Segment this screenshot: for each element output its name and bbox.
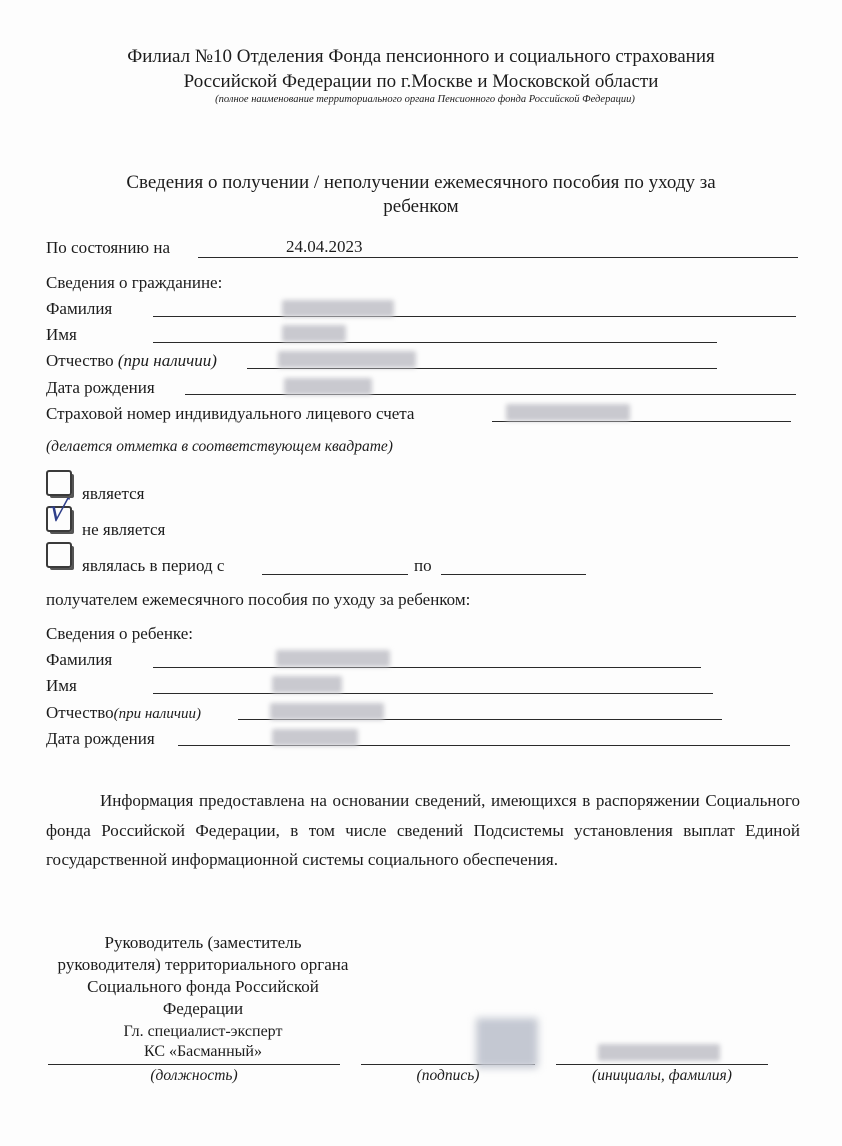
child-birthdate-redacted [272, 729, 358, 746]
as-of-label: По состоянию на [46, 238, 171, 257]
citizen-heading: Сведения о гражданине: [46, 273, 223, 292]
citizen-patronymic-line [247, 368, 717, 369]
signature-role-line4: Федерации [162, 999, 244, 1018]
signature-role-line2: руководителя) территориального органа [57, 955, 349, 974]
option-is-not-label: не является [82, 520, 166, 539]
citizen-patronymic-label [46, 351, 217, 371]
as-of-underline [198, 257, 798, 258]
citizen-snils-label: Страховой номер индивидуального лицевого счета [46, 404, 415, 423]
period-to-line [441, 574, 586, 575]
citizen-surname-line [153, 316, 796, 317]
info-paragraph: Информация предоставлена на основании сведений, имеющихся в распоряжении Социального фонда Российской Федерации, в том числе сведений Подсистемы установления выплат Единой государственной информационной системы социального обеспечения. [46, 791, 800, 869]
caption-position: (должность) [150, 1067, 238, 1084]
option-is-checkbox[interactable] [46, 470, 72, 496]
child-name-redacted [272, 676, 342, 693]
signature-role [48, 932, 358, 1020]
child-birthdate-line [178, 745, 790, 746]
doc-title-line1: Сведения о получении / неполучении ежемесячного пособия по уходу за [126, 172, 716, 193]
signature-role-line3: Социального фонда Российской [87, 977, 319, 996]
doc-title-line2: ребенком [383, 196, 459, 217]
option-is-label: является [82, 484, 145, 503]
citizen-name-line [153, 342, 717, 343]
period-to-label: по [414, 556, 432, 575]
citizen-name-label: Имя [46, 325, 77, 344]
citizen-snils-line [492, 421, 791, 422]
name-line [556, 1064, 768, 1065]
child-surname-line [153, 667, 701, 668]
org-name-line2: Российской Федерации по г.Москве и Московской области [183, 71, 659, 92]
child-patronymic-redacted [270, 703, 384, 720]
child-patronymic-label [46, 703, 201, 723]
signature-redacted [476, 1018, 538, 1068]
signature-position-line2: КС «Басманный» [144, 1043, 262, 1060]
citizen-surname-label: Фамилия [46, 299, 113, 318]
child-surname-label: Фамилия [46, 650, 113, 669]
citizen-patronymic-hint: (при наличии) [117, 351, 217, 370]
option-was-period-checkbox[interactable] [46, 542, 72, 568]
caption-name: (инициалы, фамилия) [592, 1067, 732, 1084]
checkmark-icon: √ [46, 492, 71, 531]
child-heading: Сведения о ребенке: [46, 624, 194, 643]
org-name-caption: (полное наименование территориального органа Пенсионного фонда Российской Федерации) [215, 94, 635, 105]
citizen-patronymic-redacted [278, 351, 416, 368]
citizen-birthdate-line [185, 394, 796, 395]
citizen-snils-redacted [506, 404, 630, 421]
period-from-line [262, 574, 408, 575]
initials-redacted [598, 1044, 720, 1061]
caption-signature: (подпись) [416, 1067, 480, 1084]
citizen-patronymic-text: Отчество [46, 351, 114, 370]
citizen-birthdate-redacted [284, 378, 372, 395]
citizen-birthdate-label: Дата рождения [46, 378, 155, 397]
recipient-text: получателем ежемесячного пособия по уходу за ребенком: [46, 590, 471, 609]
org-name-line1: Филиал №10 Отделения Фонда пенсионного и социального страхования [127, 46, 715, 67]
child-patronymic-text: Отчество [46, 703, 114, 722]
child-name-label: Имя [46, 676, 77, 695]
position-line [48, 1064, 340, 1065]
as-of-date: 24.04.2023 [286, 237, 363, 256]
signature-position [48, 1022, 358, 1062]
child-surname-redacted [276, 650, 390, 667]
signature-role-line1: Руководитель (заместитель [104, 933, 302, 952]
citizen-surname-redacted [282, 300, 394, 317]
mark-hint: (делается отметка в соответствующем квадрате) [46, 438, 393, 455]
option-was-period-label: являлась в период с [82, 556, 225, 575]
signature-position-line1: Гл. специалист-эксперт [123, 1023, 283, 1040]
child-name-line [153, 693, 713, 694]
child-patronymic-hint: (при наличии) [113, 706, 202, 722]
child-birthdate-label: Дата рождения [46, 729, 155, 748]
citizen-name-redacted [282, 325, 346, 342]
